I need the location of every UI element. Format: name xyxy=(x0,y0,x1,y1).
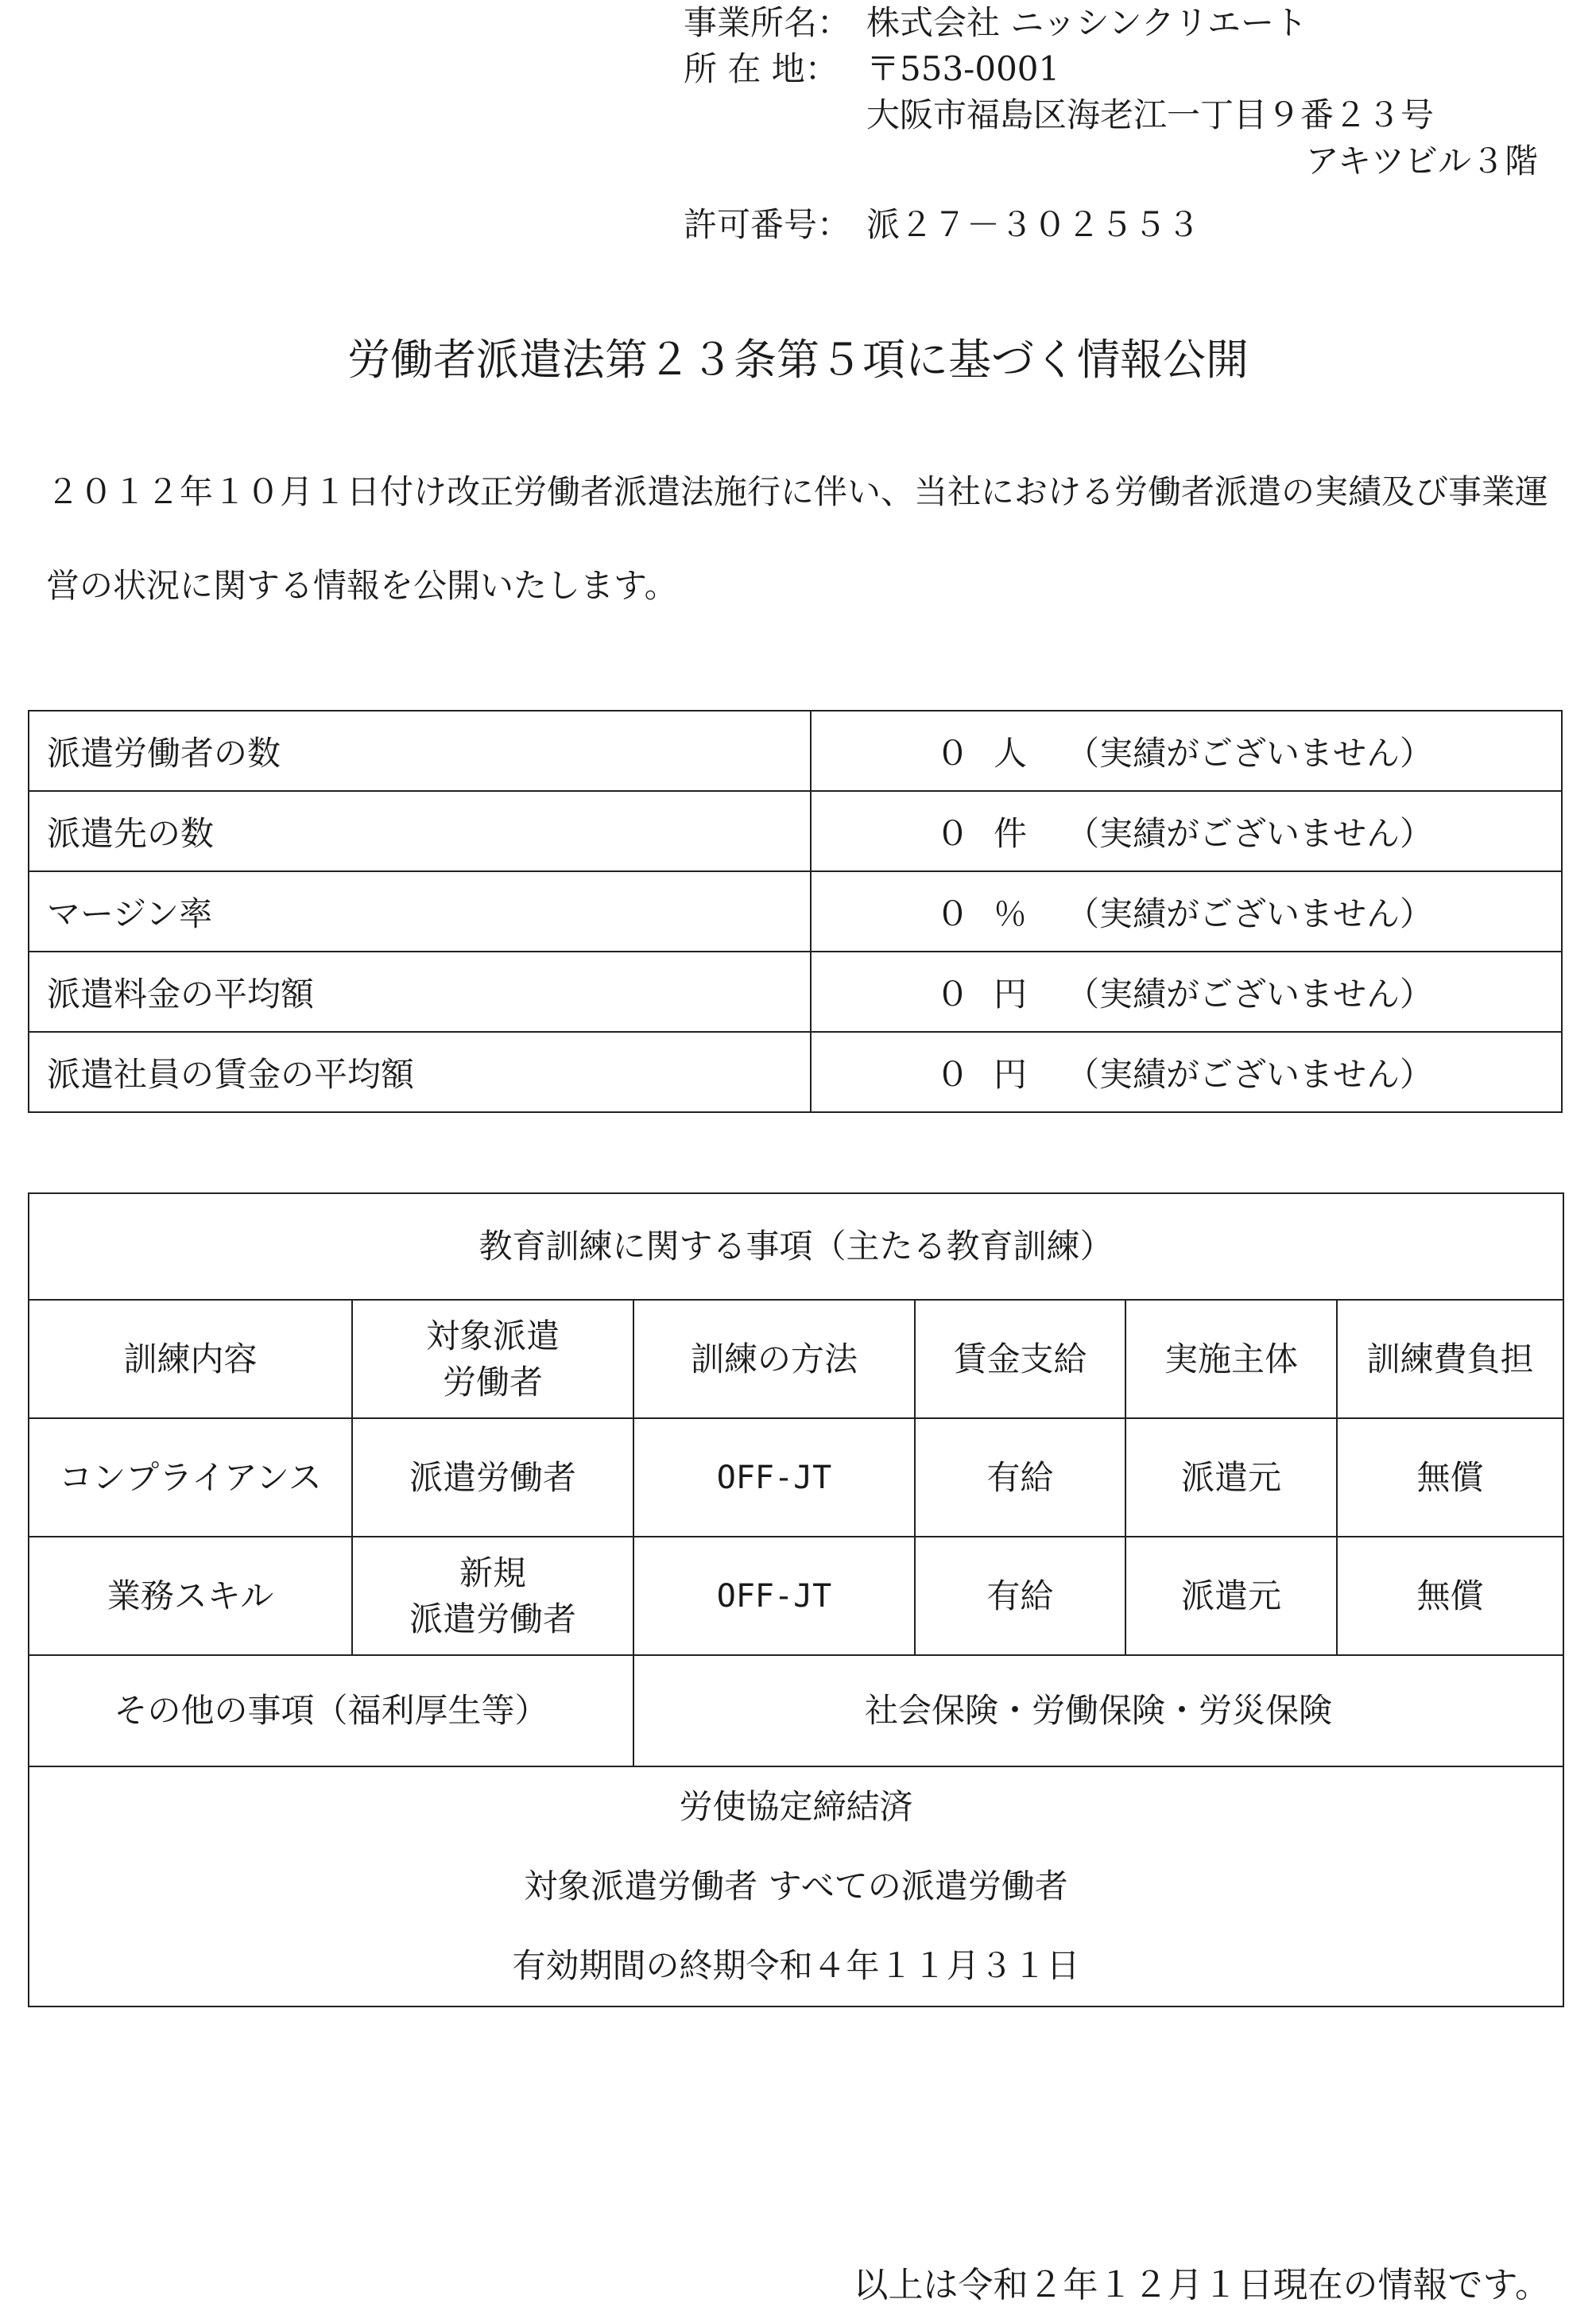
training-provider: 派遣元 xyxy=(1125,1537,1337,1655)
address-row xyxy=(684,46,1574,92)
stat-value-cell xyxy=(811,1032,1562,1112)
stat-note: （実績がございません） xyxy=(1066,733,1434,773)
stat-label: マージン率 xyxy=(29,871,811,952)
stat-value-cell xyxy=(811,791,1562,871)
training-provider: 派遣元 xyxy=(1125,1418,1337,1537)
license-label: 許可番号： xyxy=(684,205,851,244)
labor-agreement-line3: 有効期間の終期令和４年１１月３１日 xyxy=(512,1946,1080,1985)
col-header-provider: 実施主体 xyxy=(1125,1300,1337,1418)
stat-value: ０ xyxy=(936,733,970,773)
stat-unit: 人 xyxy=(993,733,1027,773)
training-heading: 教育訓練に関する事項（主たる教育訓練） xyxy=(29,1193,1563,1300)
license-number: 派２７－３０２５５３ xyxy=(866,205,1201,244)
training-content: コンプライアンス xyxy=(29,1418,352,1537)
table-row xyxy=(29,871,1562,952)
table-row xyxy=(29,1537,1563,1655)
stat-note: （実績がございません） xyxy=(1066,1054,1434,1094)
stat-label: 派遣労働者の数 xyxy=(29,711,811,791)
postal-code: 〒553-0001 xyxy=(866,49,1060,88)
address-line: 大阪市福島区海老江一丁目９番２３号 xyxy=(866,95,1435,134)
training-target-line2: 派遣労働者 xyxy=(409,1599,576,1638)
training-cost: 無償 xyxy=(1337,1418,1563,1537)
stat-label: 派遣料金の平均額 xyxy=(29,952,811,1032)
table-row xyxy=(29,1766,1563,2007)
stat-note: （実績がございません） xyxy=(1066,974,1434,1014)
office-row xyxy=(684,0,1574,46)
training-target xyxy=(352,1537,633,1655)
stat-label: 派遣先の数 xyxy=(29,791,811,871)
labor-agreement-line2: 対象派遣労働者 すべての派遣労働者 xyxy=(524,1867,1068,1906)
training-target-line1: 新規 xyxy=(459,1553,526,1592)
table-row xyxy=(29,791,1562,871)
labor-agreement-cell xyxy=(29,1766,1563,2007)
stat-value: ０ xyxy=(936,894,970,933)
stat-label: 派遣社員の賃金の平均額 xyxy=(29,1032,811,1112)
training-content: 業務スキル xyxy=(29,1537,352,1655)
stat-value-cell xyxy=(811,711,1562,791)
training-cost: 無償 xyxy=(1337,1537,1563,1655)
training-target-line1: 派遣労働者 xyxy=(409,1457,576,1497)
table-row xyxy=(29,952,1562,1032)
table-row xyxy=(29,1655,1563,1766)
col-header-target-line1: 対象派遣 xyxy=(425,1316,560,1355)
stat-unit: 円 xyxy=(993,974,1027,1014)
training-wage: 有給 xyxy=(915,1418,1125,1537)
footer-note: 以上は令和２年１２月１日現在の情報です。 xyxy=(853,2265,1550,2305)
col-header-target-line2: 労働者 xyxy=(442,1362,543,1402)
col-header-method: 訓練の方法 xyxy=(633,1300,915,1418)
address-label: 所 在 地： xyxy=(684,49,839,88)
col-header-target xyxy=(352,1300,633,1418)
col-header-content: 訓練内容 xyxy=(29,1300,352,1418)
other-matters-label: その他の事項（福利厚生等） xyxy=(29,1655,633,1766)
training-table xyxy=(28,1192,1564,2007)
table-row xyxy=(29,1193,1563,1300)
stat-note: （実績がございません） xyxy=(1066,813,1434,853)
col-header-cost: 訓練費負担 xyxy=(1337,1300,1563,1418)
other-matters-value: 社会保険・労働保険・労災保険 xyxy=(633,1655,1563,1766)
stats-table xyxy=(28,710,1563,1113)
table-row xyxy=(29,1418,1563,1537)
stat-unit: 件 xyxy=(993,813,1027,853)
office-label: 事業所名： xyxy=(684,3,851,42)
training-wage: 有給 xyxy=(915,1537,1125,1655)
stat-note: （実績がございません） xyxy=(1066,894,1434,933)
col-header-wage: 賃金支給 xyxy=(915,1300,1125,1418)
page-title: 労働者派遣法第２３条第５項に基づく情報公開 xyxy=(347,335,1249,385)
training-method: OFF-JT xyxy=(633,1418,915,1537)
stat-value: ０ xyxy=(936,974,970,1014)
intro-paragraph: ２０１２年１０月１日付け改正労働者派遣法施行に伴い、当社における労働者派遣の実績及び事業運営の状況に関する情報を公開いたします。 xyxy=(46,472,1549,605)
license-row xyxy=(684,202,1574,248)
labor-agreement-line1: 労使協定締結済 xyxy=(679,1787,913,1826)
office-name: 株式会社 ニッシンクリエート xyxy=(866,3,1307,42)
table-row xyxy=(29,711,1562,791)
stat-value-cell xyxy=(811,952,1562,1032)
stat-unit: 円 xyxy=(993,1054,1027,1094)
training-target xyxy=(352,1418,633,1537)
stat-unit: ％ xyxy=(993,894,1027,933)
building-name: アキツビル３階 xyxy=(1305,142,1538,180)
stat-value-cell xyxy=(811,871,1562,952)
stat-value: ０ xyxy=(936,1054,970,1094)
training-method: OFF-JT xyxy=(633,1537,915,1655)
table-row xyxy=(29,1032,1562,1112)
stat-value: ０ xyxy=(936,813,970,853)
company-header xyxy=(684,0,1574,248)
table-row xyxy=(29,1300,1563,1418)
